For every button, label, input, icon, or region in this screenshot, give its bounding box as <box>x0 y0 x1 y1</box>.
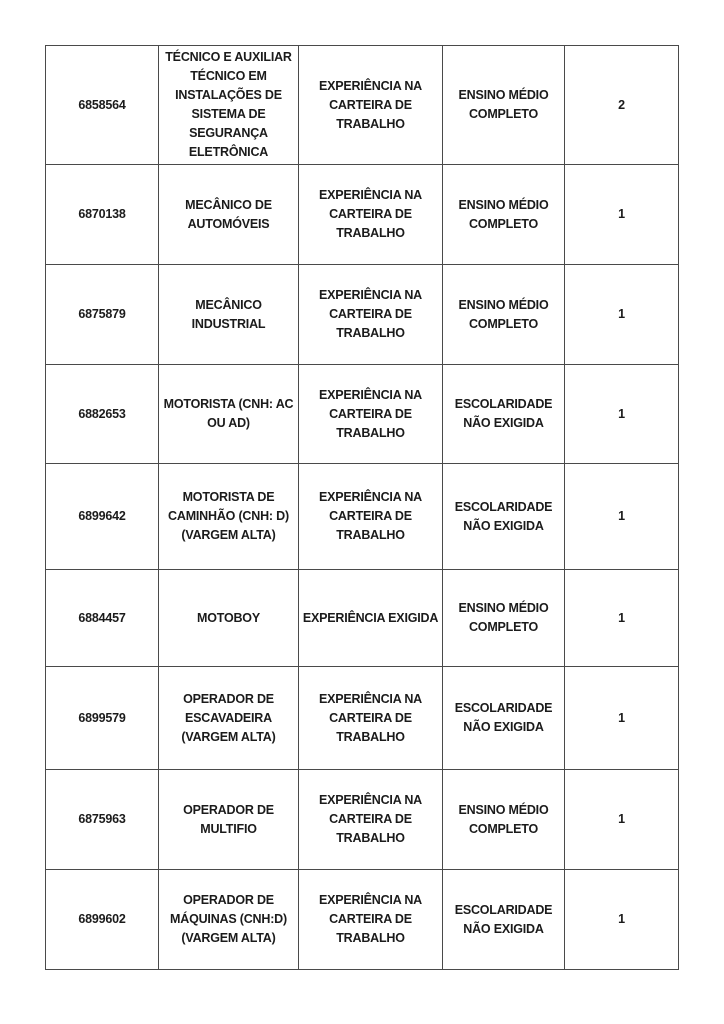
vacancy-id-cell: 6884457 <box>46 570 159 667</box>
openings-count-cell: 1 <box>565 165 679 265</box>
occupation-cell: TÉCNICO E AUXILIAR TÉCNICO EM INSTALAÇÕES DE SISTEMA DE SEGURANÇA ELETRÔNICA <box>159 46 299 165</box>
occupation-cell: OPERADOR DE MÁQUINAS (CNH:D) (VARGEM ALTA) <box>159 870 299 970</box>
table-row <box>46 464 679 570</box>
experience-requirement-cell: EXPERIÊNCIA NA CARTEIRA DE TRABALHO <box>299 46 443 165</box>
vacancy-id-cell: 6875963 <box>46 770 159 870</box>
vacancy-id-cell: 6899642 <box>46 464 159 570</box>
table-row <box>46 46 679 165</box>
openings-count-cell: 1 <box>565 570 679 667</box>
table-row <box>46 870 679 970</box>
occupation-cell: MOTORISTA (CNH: AC OU AD) <box>159 365 299 464</box>
experience-requirement-cell: EXPERIÊNCIA NA CARTEIRA DE TRABALHO <box>299 165 443 265</box>
education-requirement-cell: ENSINO MÉDIO COMPLETO <box>443 770 565 870</box>
table-row <box>46 770 679 870</box>
openings-count-cell: 1 <box>565 265 679 365</box>
occupation-cell: MECÂNICO DE AUTOMÓVEIS <box>159 165 299 265</box>
vacancy-id-cell: 6870138 <box>46 165 159 265</box>
vacancy-id-cell: 6882653 <box>46 365 159 464</box>
table-row <box>46 265 679 365</box>
experience-requirement-cell: EXPERIÊNCIA NA CARTEIRA DE TRABALHO <box>299 265 443 365</box>
vacancy-id-cell: 6899602 <box>46 870 159 970</box>
vacancy-id-cell: 6899579 <box>46 667 159 770</box>
experience-requirement-cell: EXPERIÊNCIA NA CARTEIRA DE TRABALHO <box>299 464 443 570</box>
openings-count-cell: 1 <box>565 464 679 570</box>
occupation-cell: MOTORISTA DE CAMINHÃO (CNH: D) (VARGEM ALTA) <box>159 464 299 570</box>
table-row <box>46 667 679 770</box>
openings-count-cell: 1 <box>565 770 679 870</box>
openings-count-cell: 1 <box>565 870 679 970</box>
experience-requirement-cell: EXPERIÊNCIA EXIGIDA <box>299 570 443 667</box>
experience-requirement-cell: EXPERIÊNCIA NA CARTEIRA DE TRABALHO <box>299 870 443 970</box>
experience-requirement-cell: EXPERIÊNCIA NA CARTEIRA DE TRABALHO <box>299 365 443 464</box>
education-requirement-cell: ESCOLARIDADE NÃO EXIGIDA <box>443 667 565 770</box>
openings-count-cell: 1 <box>565 365 679 464</box>
table-row <box>46 365 679 464</box>
education-requirement-cell: ESCOLARIDADE NÃO EXIGIDA <box>443 870 565 970</box>
education-requirement-cell: ENSINO MÉDIO COMPLETO <box>443 165 565 265</box>
openings-count-cell: 2 <box>565 46 679 165</box>
table-row <box>46 165 679 265</box>
occupation-cell: OPERADOR DE MULTIFIO <box>159 770 299 870</box>
occupation-cell: MOTOBOY <box>159 570 299 667</box>
education-requirement-cell: ENSINO MÉDIO COMPLETO <box>443 46 565 165</box>
education-requirement-cell: ENSINO MÉDIO COMPLETO <box>443 265 565 365</box>
vacancy-id-cell: 6875879 <box>46 265 159 365</box>
occupation-cell: OPERADOR DE ESCAVADEIRA (VARGEM ALTA) <box>159 667 299 770</box>
education-requirement-cell: ESCOLARIDADE NÃO EXIGIDA <box>443 365 565 464</box>
job-vacancies-table <box>45 45 679 970</box>
vacancy-id-cell: 6858564 <box>46 46 159 165</box>
education-requirement-cell: ESCOLARIDADE NÃO EXIGIDA <box>443 464 565 570</box>
education-requirement-cell: ENSINO MÉDIO COMPLETO <box>443 570 565 667</box>
openings-count-cell: 1 <box>565 667 679 770</box>
occupation-cell: MECÂNICO INDUSTRIAL <box>159 265 299 365</box>
experience-requirement-cell: EXPERIÊNCIA NA CARTEIRA DE TRABALHO <box>299 667 443 770</box>
table-row <box>46 570 679 667</box>
experience-requirement-cell: EXPERIÊNCIA NA CARTEIRA DE TRABALHO <box>299 770 443 870</box>
